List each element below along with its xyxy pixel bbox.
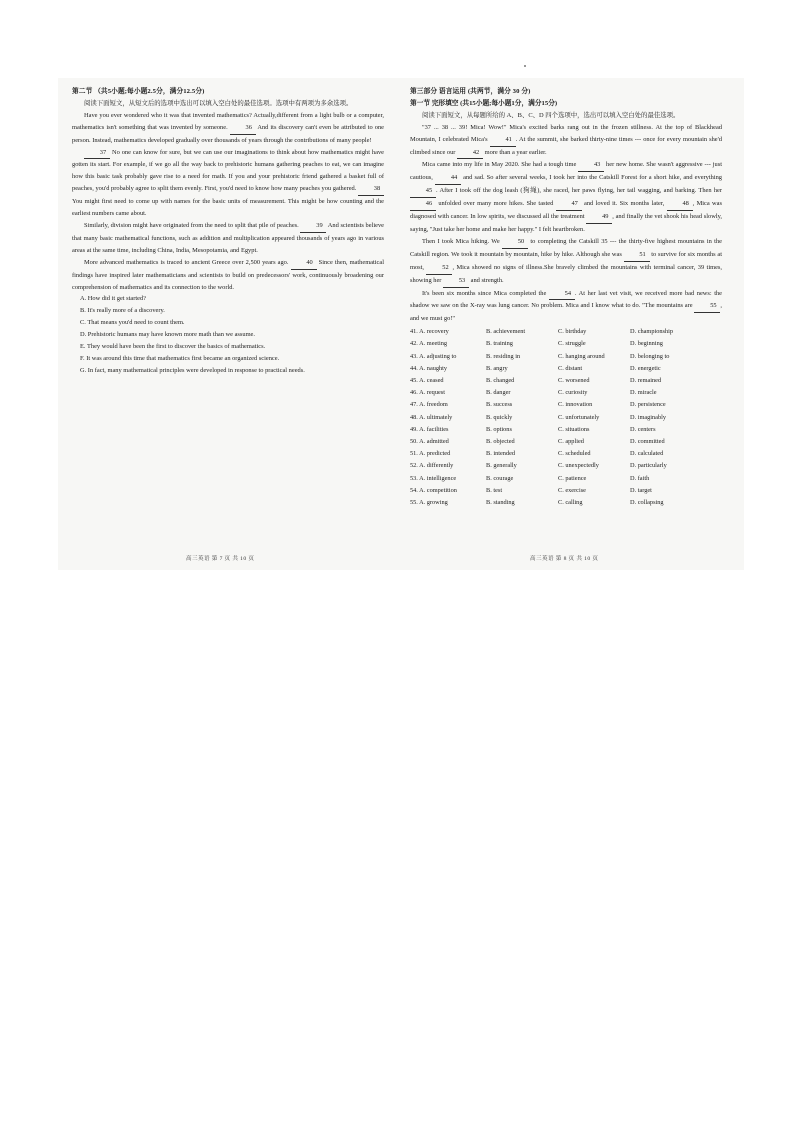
right-paragraph (410, 288, 722, 326)
left-paragraph (72, 220, 384, 257)
passage-text: . At the summit, she barked thirty-nine times --- once for every mountain she'd climbed since our (410, 135, 722, 156)
cloze-option: 43. A. adjusting to (410, 352, 457, 360)
passage-text: , Mica showed no signs of illness.She bravely climbed the mountains with terminal cancer, 39 times, showing her (410, 263, 722, 284)
passage-text: unfolded over many more hikes. She tasted (436, 200, 556, 208)
cloze-option: D. persistence (630, 401, 666, 409)
passage-text: her new home. She wasn't aggressive --- just cautious, (410, 161, 722, 182)
cloze-option: D. energetic (630, 364, 661, 372)
cloze-option: C. applied (558, 438, 584, 446)
cloze-option-row (410, 326, 710, 338)
blank-45: 45 (410, 185, 436, 198)
cloze-option: 47. A. freedom (410, 401, 448, 409)
passage-text: , Mica was diagnosed with cancer. In low spirits, we discussed all the treatment (410, 200, 722, 221)
cloze-options-table (410, 326, 710, 509)
passage-text: Since then, mathematical findings have inspired later mathematicians and scientists to build on predecessors' work, continuously broadening our comprehension of mathematics and its connection to the world. (72, 258, 384, 291)
right-paragraph (410, 122, 722, 160)
cloze-option-row (410, 375, 710, 387)
cloze-option: B. training (486, 340, 513, 348)
blank-38: 38 (358, 183, 384, 196)
blank-49: 49 (586, 211, 612, 224)
cloze-option-row (410, 424, 710, 436)
cloze-option: C. struggle (558, 340, 586, 348)
cloze-option: 42. A. meeting (410, 340, 448, 348)
passage-text: Have you ever wondered who it was that invented mathematics? Actually,different from a light bulb or a computer, mathematics isn't something that was invented by someone. (72, 111, 384, 131)
cloze-option: 54. A. competition (410, 486, 457, 494)
cloze-option: B. residing in (486, 352, 521, 360)
cloze-option: C. worsened (558, 377, 590, 385)
blank-40: 40 (291, 257, 317, 270)
answer-option: E. They would have been the first to discover the basics of mathematics. (80, 343, 266, 351)
cloze-option-row (410, 399, 710, 411)
right-part-title: 第三部分 语言运用 (共两节，满分 30 分) (410, 88, 531, 95)
cloze-option-row (410, 448, 710, 460)
answer-option: F. It was around this time that mathematics first became an organized science. (80, 354, 280, 362)
cloze-option: D. calculated (630, 450, 664, 458)
cloze-option: C. curiosity (558, 389, 588, 397)
cloze-option: B. options (486, 425, 512, 433)
cloze-option: B. objected (486, 438, 515, 446)
cloze-option-row (410, 338, 710, 350)
left-page (72, 86, 384, 377)
passage-text: to completing the Catskill 35 --- the thirty-five highest mountains in the Catskill region. We took it mountain by mountain, hike by hike. Although she was (410, 237, 722, 258)
cloze-option: D. target (630, 486, 652, 494)
passage-text: Similarly, division might have originated from the need to split that pile of peaches. (84, 221, 301, 229)
left-options (72, 293, 384, 376)
cloze-option: B. courage (486, 474, 514, 482)
blank-55: 55 (694, 300, 720, 313)
blank-36: 36 (230, 122, 256, 135)
left-paragraph (72, 257, 384, 294)
blank-48: 48 (667, 198, 693, 211)
blank-54: 54 (549, 288, 575, 301)
left-page-footer: 高三英语 第 7 页 共 10 页 (186, 556, 255, 562)
right-section-title: 第一节 完形填空 (共15小题;每小题1分，满分15分) (410, 99, 558, 107)
cloze-option: C. innovation (558, 401, 593, 409)
cloze-option: D. beginning (630, 340, 663, 348)
passage-text: More advanced mathematics is traced to ancient Greece over 2,500 years ago. (84, 258, 291, 266)
cloze-option: B. success (486, 401, 513, 409)
passage-text: and strength. (469, 276, 504, 284)
passage-text: You might first need to come up with names for the basic units of measurement. This might be how counting and the earliest numbers came about. (72, 198, 384, 218)
cloze-option: C. scheduled (558, 450, 591, 458)
passage-text: Mica came into my life in May 2020. She had a tough time (422, 161, 579, 169)
cloze-option: 48. A. ultimately (410, 413, 453, 421)
left-paragraph (72, 147, 384, 220)
passage-text: It's been six months since Mica completed the (422, 289, 549, 297)
right-paragraph (410, 236, 722, 288)
cloze-option: D. belonging to (630, 352, 670, 360)
blank-46: 46 (410, 198, 436, 211)
cloze-option: D. committed (630, 438, 665, 446)
cloze-option: C. situations (558, 425, 590, 433)
answer-option: G. In fact, many mathematical principles were developed in response to practical needs. (80, 366, 305, 374)
passage-text: , and finally the vet shook his head slowly, saying, "Just take her home and make her happy." I felt heartbroken. (410, 213, 723, 233)
passage-text: . At her last vet visit, we received more bad news: the shadow we saw on the X-ray was lung cancer. No problem. Mica and I know what to do. "The mountains are (410, 289, 722, 310)
cloze-option: C. calling (558, 499, 583, 507)
passage-text: and sad. So after several weeks, I took her into the Catskill Forest for a short hike, and everything (461, 174, 722, 182)
cloze-option: 55. A. growing (410, 499, 448, 507)
cloze-option: C. hanging around (558, 352, 605, 360)
cloze-option: C. birthday (558, 328, 587, 336)
blank-44: 44 (435, 172, 461, 185)
blank-47: 47 (556, 198, 582, 211)
cloze-option: C. exercise (558, 486, 586, 494)
cloze-option: 49. A. facilities (410, 425, 449, 433)
cloze-option: D. collapsing (630, 499, 664, 507)
cloze-option: 52. A. differently (410, 462, 454, 470)
cloze-option: 41. A. recovery (410, 328, 449, 336)
cloze-option: B. achievement (486, 328, 526, 336)
passage-text: Then I took Mica hiking. We (422, 237, 503, 245)
passage-text: to survive for six months at most, (410, 250, 722, 271)
passage-text: "37 ... 38 ... 39! Mica! Wow!" Mica's excited barks rang out in the frozen stillness. At the top of Blackhead Mountain, I celebrated Mica's (410, 123, 722, 143)
cloze-option: 53. A. intelligence (410, 474, 457, 482)
cloze-option: C. patience (558, 474, 587, 482)
cloze-option: C. unexpectedly (558, 462, 599, 470)
cloze-option: B. standing (486, 499, 515, 507)
left-instructions: 阅读下面短文，从短文后的选项中选出可以填入空白处的最佳选项。选项中有两项为多余选项。 (84, 99, 353, 107)
cloze-option: B. quickly (486, 413, 513, 421)
blank-50: 50 (502, 236, 528, 249)
cloze-option: C. unfortunately (558, 413, 600, 421)
right-instructions: 阅读下面短文，从每题所给的 A、B、C、D 四个选项中，选出可以填入空白处的最佳选项。 (422, 111, 680, 119)
cloze-option: B. angry (486, 364, 508, 372)
left-paragraph (72, 110, 384, 147)
passage-text: more than a year earlier. (483, 148, 547, 156)
blank-42: 42 (457, 147, 483, 160)
passage-text: And its discovery can't even be attributed to one person. Instead, mathematics developed gradually over thousands of years through the contributions of many people! (72, 123, 384, 144)
cloze-option-row (410, 436, 710, 448)
answer-option: B. It's really more of a discovery. (80, 307, 165, 315)
cloze-option: C. distant (558, 364, 583, 372)
cloze-option: B. danger (486, 389, 511, 397)
passage-text: No one can know for sure, but we can use our imaginations to think about how mathematics might have gotten its start. For example, if we go all the way back to prehistoric humans gathering peaches to eat, we can imagine how this basic task probably gave rise to a need for math. If you and your prehistoric friend gathered a basket full of peaches, you'd probably agree to split them evenly. First, you'd need to know how many peaches you gathered. (72, 148, 384, 193)
cloze-option: 51. A. predicted (410, 450, 451, 458)
cloze-option: D. remained (630, 377, 662, 385)
cloze-option: B. intended (486, 450, 516, 458)
cloze-option-row (410, 351, 710, 363)
cloze-option: 50. A. admitted (410, 438, 449, 446)
answer-option: C. That means you'd need to count them. (80, 319, 185, 327)
right-passage (410, 122, 722, 326)
left-passage (72, 110, 384, 294)
cloze-option: B. test (486, 486, 503, 494)
cloze-option: D. championship (630, 328, 674, 336)
cloze-option: D. centers (630, 425, 656, 433)
scan-speck (524, 65, 526, 67)
cloze-option: D. imaginably (630, 413, 667, 421)
cloze-option: B. changed (486, 377, 515, 385)
right-page-footer: 高三英语 第 8 页 共 10 页 (530, 556, 599, 562)
cloze-option: D. miracle (630, 389, 657, 397)
cloze-option-row (410, 485, 710, 497)
cloze-option: 45. A. ceased (410, 377, 444, 385)
answer-option: D. Prehistoric humans may have known more math than we assume. (80, 331, 255, 339)
right-paragraph (410, 159, 722, 235)
blank-52: 52 (426, 262, 452, 275)
cloze-option-row (410, 473, 710, 485)
passage-text: . After I took off the dog leash (狗绳), she raced, her paws flying, her tail wagging, and barking. Then her (436, 187, 722, 195)
cloze-option: D. faith (630, 474, 650, 482)
cloze-option-row (410, 387, 710, 399)
passage-text: , and we must go!" (410, 302, 722, 323)
blank-41: 41 (490, 134, 516, 147)
passage-text: And scientists believe that many basic mathematical functions, such as addition and multiplication appeared thousands of years ago in various areas at the same time, including China, India, Mesopotamia, and Egypt. (72, 221, 385, 254)
left-section-title: 第二节 （共5小题;每小题2.5分，满分12.5分) (72, 88, 205, 95)
cloze-option: B. generally (486, 462, 517, 470)
right-page (410, 86, 722, 509)
blank-53: 53 (443, 275, 469, 288)
passage-text: and loved it. Six months later, (581, 200, 667, 208)
answer-option: A. How did it get started? (80, 295, 147, 303)
cloze-option-row (410, 363, 710, 375)
cloze-option-row (410, 497, 710, 509)
cloze-option: D. particularly (630, 462, 667, 470)
cloze-option: 44. A. naughty (410, 364, 448, 372)
blank-37: 37 (84, 147, 110, 160)
blank-39: 39 (300, 220, 326, 233)
blank-43: 43 (578, 159, 604, 172)
cloze-option-row (410, 460, 710, 472)
cloze-option: 46. A. request (410, 389, 445, 397)
blank-51: 51 (624, 249, 650, 262)
cloze-option-row (410, 412, 710, 424)
